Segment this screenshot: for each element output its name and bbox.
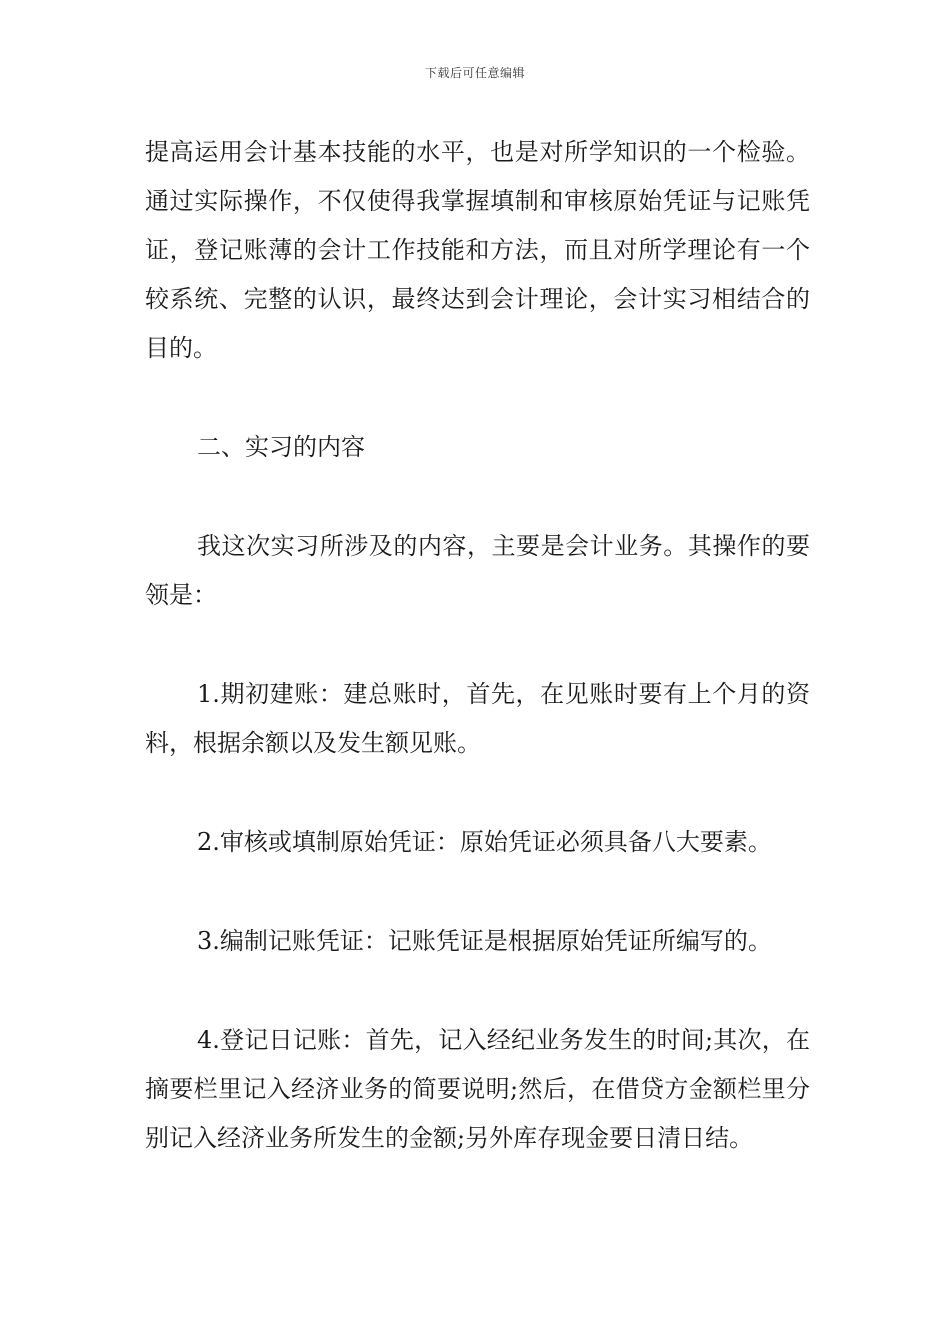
list-item-3: 3.编制记账凭证：记账凭证是根据原始凭证所编写的。 bbox=[197, 927, 772, 955]
paragraph-content-summary: 我这次实习所涉及的内容，主要是会计业务。其操作的要领是： bbox=[145, 532, 810, 609]
list-item-4: 4.登记日记账：首先，记入经纪业务发生的时间;其次，在摘要栏里记入经济业务的简要说明;然后，在借贷方金额栏里分别记入经济业务所发生的金额;另外库存现金要日清日结。 bbox=[145, 1026, 810, 1152]
list-item-2: 2.审核或填制原始凭证：原始凭证必须具备八大要素。 bbox=[197, 828, 772, 856]
paragraph-intro-continued: 提高运用会计基本技能的水平，也是对所学知识的一个检验。通过实际操作，不仅使得我掌握填制和审核原始凭证与记账凭证，登记账薄的会计工作技能和方法，而且对所学理论有一个较系统、完整的认识，最终达到会计理论，会计实习相结合的目的。 bbox=[145, 138, 810, 362]
page-header: 下载后可任意编辑 bbox=[424, 66, 525, 80]
list-item-1: 1.期初建账：建总账时，首先，在见账时要有上个月的资料，根据余额以及发生额见账。 bbox=[145, 680, 810, 757]
document-body bbox=[145, 128, 810, 1163]
section-heading-internship-content: 二、实习的内容 bbox=[197, 433, 365, 461]
